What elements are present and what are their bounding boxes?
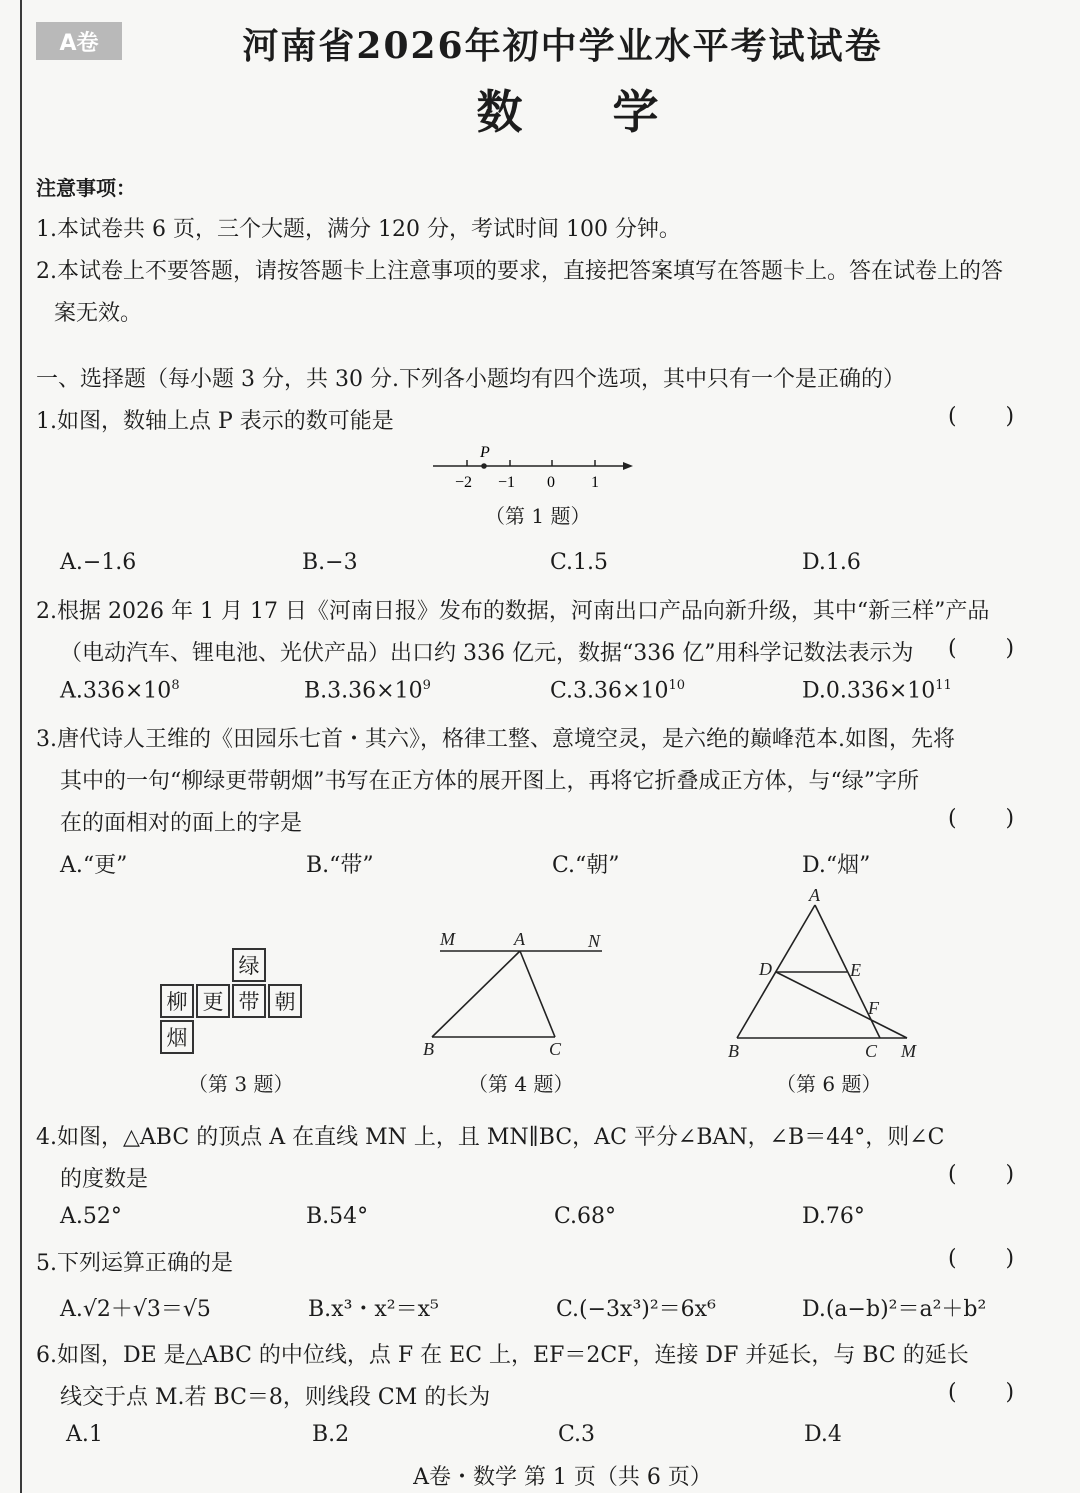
net-cell: 柳 [160,984,194,1018]
q3-answer-paren: ( ) [948,806,1015,831]
q4-option-d: D.76° [802,1204,865,1229]
q1-stem: 1.如图，数轴上点 P 表示的数可能是 [36,409,394,434]
q4-stem-line-1: 4.如图，△ABC 的顶点 A 在直线 MN 上，且 MN∥BC，AC 平分∠BAN，∠B＝44°，则∠C [36,1125,945,1150]
q5-option-d: D.(a−b)²＝a²＋b² [802,1297,987,1322]
triangle-abc-figure-q4 [420,925,620,1060]
q6-option-c: C.3 [558,1422,596,1447]
section-heading: 一、选择题（每小题 3 分，共 30 分.下列各小题均有四个选项，其中只有一个是正确的） [36,367,905,392]
q1-option-d: D.1.6 [802,550,861,575]
q3-figure-caption: （第 3 题） [188,1072,294,1096]
paper-version-badge: A卷 [36,22,122,60]
q1-figure-caption: （第 1 题） [485,504,591,528]
q6-answer-paren: ( ) [948,1380,1015,1405]
q3-option-a: A.“更” [60,853,128,878]
q6-option-a: A.1 [66,1422,103,1447]
q4-stem-line-2: 的度数是 [60,1167,149,1192]
q3-stem-line-3: 在的面相对的面上的字是 [60,811,303,836]
tick-label: 1 [591,474,599,491]
q1-answer-paren: ( ) [948,404,1015,429]
net-cell: 带 [232,984,266,1018]
q4-figure-caption: （第 4 题） [468,1072,574,1096]
label-d: D [759,959,772,979]
q5-stem: 5.下列运算正确的是 [36,1251,233,1276]
q3-stem-line-1: 3.唐代诗人王维的《田园乐七首・其六》，格律工整、意境空灵，是六绝的巅峰范本.如图，先将 [36,727,955,752]
notice-item-2-cont: 案无效。 [54,301,143,326]
subject-title: 数学 [476,85,749,139]
label-c: C [549,1039,562,1059]
label-b: B [423,1039,434,1059]
label-m: M [440,929,455,949]
q3-option-d: D.“烟” [802,853,871,878]
label-e: E [850,960,861,980]
q6-stem-line-1: 6.如图，DE 是△ABC 的中位线，点 F 在 EC 上，EF＝2CF，连接 DF 并延长，与 BC 的延长 [36,1343,969,1368]
q5-option-b: B.x³・x²＝x⁵ [308,1297,439,1322]
exam-title: 河南省2026年初中学业水平考试试卷 [242,25,883,67]
net-cell-top: 绿 [232,948,266,982]
label-a: A [514,929,525,949]
q2-option-d: $D.0.336\times 10^{11}$ [802,678,952,704]
label-m: M [901,1041,916,1061]
q2-option-a: $A.336\times 10^8$ [60,678,180,704]
notice-heading: 注意事项： [36,176,136,200]
notice-item-2: 2.本试卷上不要答题，请按答题卡上注意事项的要求，直接把答案填写在答题卡上。答在试卷上的答 [36,259,1003,284]
triangle-abc-figure-q6 [725,885,925,1065]
q3-option-c: C.“朝” [552,853,620,878]
q6-option-d: D.4 [804,1422,842,1447]
q6-figure-caption: （第 6 题） [776,1072,882,1096]
q2-answer-paren: ( ) [948,636,1015,661]
label-a: A [809,885,820,905]
q1-option-a: A.−1.6 [60,550,137,575]
q1-option-c: C.1.5 [550,550,609,575]
net-cell: 更 [196,984,230,1018]
q5-option-a: A.√2＋√3＝√5 [60,1297,211,1322]
binding-margin-line [20,0,22,1493]
net-cell-bottom: 烟 [160,1020,194,1054]
q4-option-c: C.68° [554,1204,617,1229]
page-footer: A卷・数学 第 1 页（共 6 页） [413,1465,712,1490]
q4-answer-paren: ( ) [948,1162,1015,1187]
q6-stem-line-2: 线交于点 M.若 BC＝8，则线段 CM 的长为 [60,1385,491,1410]
tick-label: −1 [498,474,516,491]
q5-option-c: C.(−3x³)²＝6x⁶ [556,1297,716,1322]
q5-answer-paren: ( ) [948,1246,1015,1271]
q6-option-b: B.2 [312,1422,350,1447]
cube-net-figure [160,948,340,1058]
notice-item-1: 1.本试卷共 6 页，三个大题，满分 120 分，考试时间 100 分钟。 [36,217,681,242]
label-c: C [865,1041,878,1061]
tick-label: 0 [547,474,555,491]
tick-label: −2 [455,474,473,491]
q2-option-c: $C.3.36\times 10^{10}$ [550,678,686,704]
q4-option-a: A.52° [60,1204,122,1229]
q4-option-b: B.54° [306,1204,369,1229]
q2-stem-line-2: （电动汽车、锂电池、光伏产品）出口约 336 亿元，数据“336 亿”用科学记数法表示为 [60,641,914,666]
q1-option-b: B.−3 [302,550,358,575]
label-f: F [868,998,879,1018]
label-b: B [728,1041,739,1061]
q2-stem-line-1: 2.根据 2026 年 1 月 17 日《河南日报》发布的数据，河南出口产品向新升级，其中“新三样”产品 [36,599,990,624]
number-line-figure [425,440,645,500]
q3-stem-line-2: 其中的一句“柳绿更带朝烟”书写在正方体的展开图上，再将它折叠成正方体，与“绿”字所 [60,769,919,794]
point-p-label: P [480,444,490,461]
q3-option-b: B.“带” [306,853,374,878]
q2-option-b: $B.3.36\times 10^9$ [304,678,431,704]
label-n: N [588,931,601,951]
net-cell: 朝 [268,984,302,1018]
